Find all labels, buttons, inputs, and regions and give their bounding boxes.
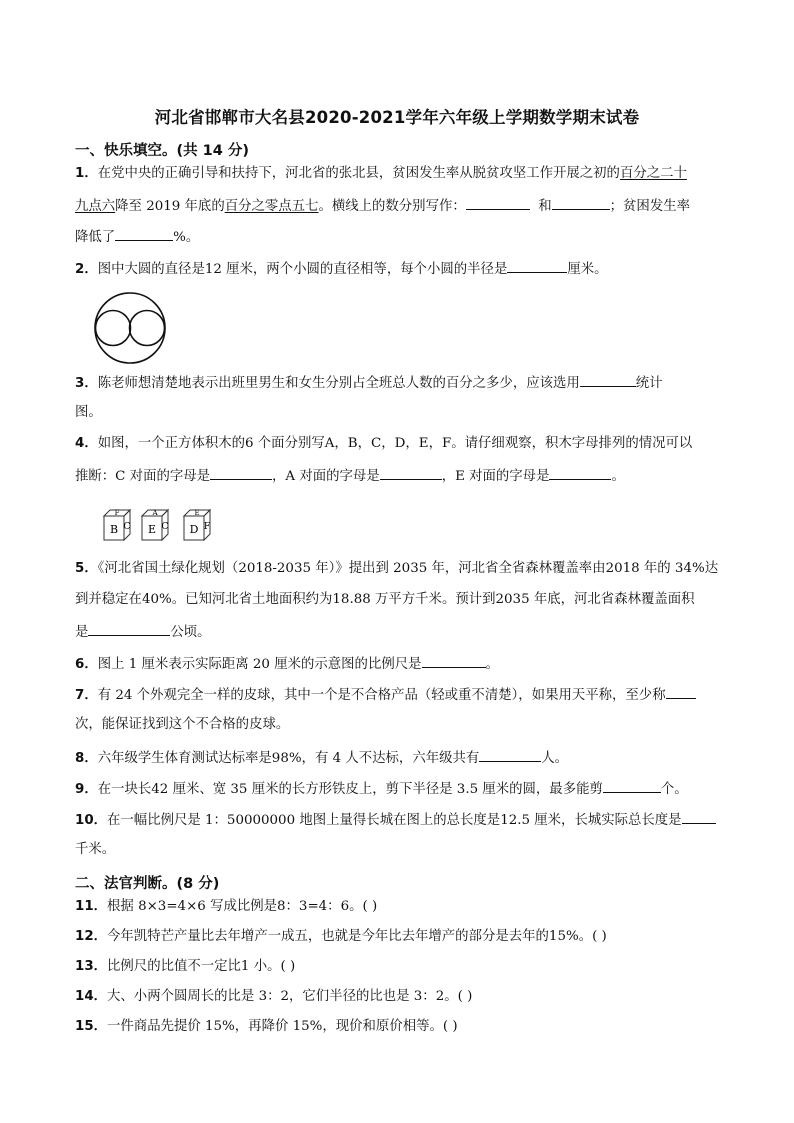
question-12 — [75, 927, 755, 947]
question-text: %。 — [173, 230, 200, 245]
question-14 — [75, 987, 755, 1007]
cube-side-letter: C — [123, 522, 131, 532]
section-heading-fill-in: 一、快乐填空。(共 14 分) — [75, 143, 250, 159]
question-text: 。 — [611, 469, 625, 484]
underlined-text: 百分之二十 — [619, 166, 687, 181]
answer-blank[interactable] — [210, 465, 272, 480]
answer-blank[interactable] — [479, 747, 541, 762]
question-7-line-1 — [75, 684, 755, 706]
cubes-figure — [100, 502, 230, 544]
question-text: 降至 2019 年底的 — [115, 199, 225, 214]
question-number: 3． — [75, 376, 98, 391]
answer-blank[interactable] — [580, 372, 636, 387]
cube-top-letter: A — [152, 509, 158, 517]
answer-blank[interactable] — [466, 195, 530, 210]
question-text: 一件商品先提价 15%，再降价 15%，现价和原价相等。( ) — [107, 1019, 458, 1034]
question-text: 如图，一个正方体积木的6 个面分别写A，B，C，D，E，F。请仔细观察，积木字母排列的情况可以 — [97, 436, 693, 451]
question-number: 9． — [75, 782, 98, 797]
question-3-line-1 — [75, 372, 755, 394]
question-text: 在党中央的正确引导和扶持下，河北省的张北县，贫困发生率从脱贫攻坚工作开展之初的 — [97, 166, 620, 181]
cube-side-letter: C — [161, 522, 169, 532]
small-circle-left — [96, 311, 131, 346]
question-text: ，A 对面的字母是 — [272, 469, 380, 484]
question-8 — [75, 747, 755, 769]
question-text: 是 — [75, 625, 89, 640]
question-text: 陈老师想清楚地表示出班里男生和女生分别占全班总人数的百分之多少，应该选用 — [97, 376, 580, 391]
question-text: 公顷。 — [170, 625, 211, 640]
answer-blank[interactable] — [603, 778, 661, 793]
question-4-line-1 — [75, 434, 755, 454]
question-text: 六年级学生体育测试达标率是98%，有 4 人不达标，六年级共有 — [97, 751, 480, 766]
answer-blank[interactable] — [507, 258, 567, 273]
question-text: 和 — [538, 199, 552, 214]
answer-blank[interactable] — [422, 653, 486, 668]
cube-side-letter: F — [203, 522, 211, 532]
answer-blank[interactable] — [115, 226, 173, 241]
question-1-line-3 — [75, 226, 755, 248]
question-3-line-2 — [75, 403, 755, 423]
question-text: 大、小两个圆周长的比是 3：2，它们半径的比也是 3：2。( ) — [107, 989, 473, 1004]
cube-2 — [142, 509, 169, 540]
cube-front-letter: E — [147, 523, 157, 536]
cube-1 — [104, 509, 131, 540]
question-text: 。 — [485, 657, 499, 672]
question-text: 图。 — [75, 405, 102, 420]
question-text: 降低了 — [75, 230, 116, 245]
question-number: 2． — [75, 262, 98, 277]
question-text: 厘米。 — [567, 262, 608, 277]
question-text: ；贫困发生率 — [609, 199, 690, 214]
question-number: 4． — [75, 436, 98, 451]
question-text: 千米。 — [75, 842, 116, 857]
question-number: 1． — [75, 166, 98, 181]
cube-top-letter: E — [194, 509, 200, 517]
circles-figure — [92, 290, 172, 366]
cube-top-letter: F — [114, 509, 120, 517]
question-text: 次，能保证找到这个不合格的皮球。 — [75, 717, 290, 732]
section-heading-true-false: 二、法官判断。(8 分) — [75, 876, 220, 892]
question-1-line-1 — [75, 164, 755, 184]
question-number: 14． — [75, 989, 108, 1004]
underlined-text: 百分之零点五七 — [224, 199, 319, 214]
question-text: 有 24 个外观完全一样的皮球，其中一个是不合格产品（轻或重不清楚），如果用天平称，至少称 — [97, 688, 666, 703]
question-number: 10． — [75, 813, 108, 828]
question-4-line-2 — [75, 465, 755, 487]
cube-3 — [184, 509, 210, 540]
question-number: 6． — [75, 657, 98, 672]
question-text: 在一块长42 厘米、宽 35 厘米的长方形铁皮上，剪下半径是 3.5 厘米的圆，最多能剪 — [97, 782, 603, 797]
cube-front-letter: B — [109, 523, 119, 536]
question-10-line-1 — [75, 809, 755, 831]
question-text: 推断：C 对面的字母是 — [75, 469, 211, 484]
question-text: ，E 对面的字母是 — [441, 469, 550, 484]
question-number: 15． — [75, 1019, 108, 1034]
page-title: 河北省邯郸市大名县2020-2021学年六年级上学期数学期末试卷 — [154, 108, 640, 127]
question-number: 7． — [75, 688, 98, 703]
answer-blank[interactable] — [549, 465, 611, 480]
question-text: 《河北省国土绿化规划（2018-2035 年）》提出到 2035 年，河北省全省森林覆盖率由2018 年的 34%达 — [97, 561, 719, 576]
answer-blank[interactable] — [666, 684, 696, 699]
question-text: 图上 1 厘米表示实际距离 20 厘米的示意图的比例尺是 — [97, 657, 422, 672]
answer-blank[interactable] — [682, 809, 716, 824]
question-text: 根据 8×3=4×6 写成比例是8：3=4：6。( ) — [107, 899, 378, 914]
question-text: 比例尺的比值不一定比1 小。( ) — [107, 959, 296, 974]
answer-blank[interactable] — [552, 195, 610, 210]
question-text: 今年凯特芒产量比去年增产一成五，也就是今年比去年增产的部分是去年的15%。( ) — [107, 929, 607, 944]
question-6 — [75, 653, 755, 675]
question-5-line-1 — [75, 559, 755, 579]
question-text: 个。 — [660, 782, 688, 797]
question-15 — [75, 1017, 755, 1037]
question-text: 人。 — [541, 751, 569, 766]
question-number: 11． — [75, 899, 108, 914]
answer-blank[interactable] — [88, 621, 170, 636]
question-text: 统计 — [635, 376, 663, 391]
question-13 — [75, 957, 755, 977]
underlined-text: 九点六 — [75, 199, 116, 214]
question-7-line-2 — [75, 715, 755, 735]
question-1-line-2 — [75, 195, 755, 217]
question-text: 图中大圆的直径是12 厘米，两个小圆的直径相等，每个小圆的半径是 — [97, 262, 508, 277]
question-5-line-2 — [75, 590, 755, 610]
answer-blank[interactable] — [380, 465, 442, 480]
question-number: 12． — [75, 929, 108, 944]
question-number: 8． — [75, 751, 98, 766]
question-11 — [75, 897, 755, 917]
question-text: 在一幅比例尺是 1：50000000 地图上量得长城在图上的总长度是12.5 厘米，长城实际总长度是 — [107, 813, 682, 828]
question-text: 。横线上的数分别写作： — [318, 199, 466, 214]
question-number: 13． — [75, 959, 108, 974]
question-2 — [75, 258, 755, 280]
question-9 — [75, 778, 755, 800]
small-circle-right — [130, 311, 165, 346]
question-number: 5． — [75, 561, 98, 576]
cube-front-letter: D — [189, 523, 199, 536]
question-10-line-2 — [75, 840, 755, 860]
question-text: 到并稳定在40%。已知河北省土地面积约为18.88 万平方千米。预计到2035 年底，河北省森林覆盖面积 — [75, 592, 695, 607]
question-5-line-3 — [75, 621, 755, 643]
